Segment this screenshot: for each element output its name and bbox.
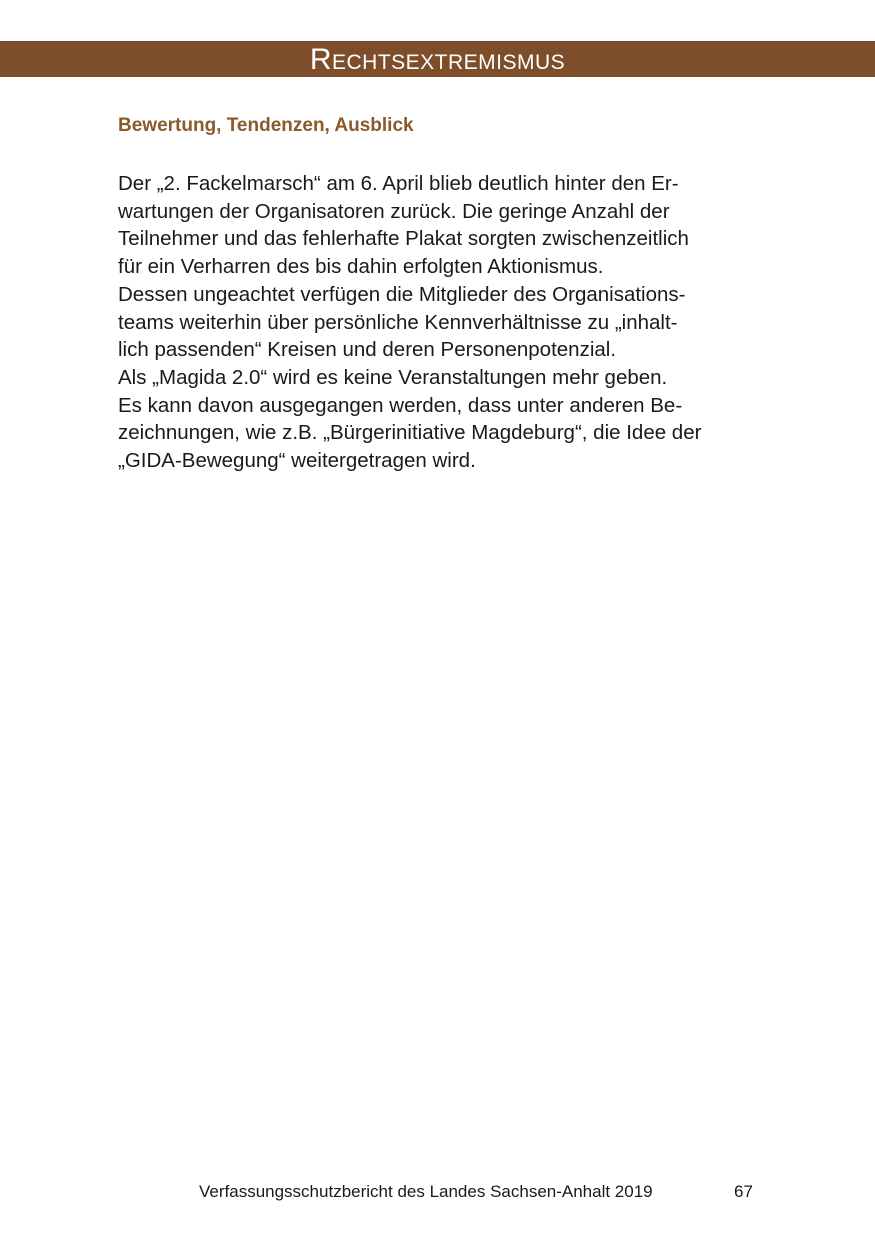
chapter-header-band xyxy=(0,41,875,77)
body-paragraph xyxy=(118,170,778,475)
footer-publication-title: Verfassungsschutzbericht des Landes Sachsen-Anhalt 2019 xyxy=(199,1182,653,1201)
body-line: für ein Verharren des bis dahin erfolgten Aktionismus. xyxy=(118,255,604,279)
body-line: „GIDA-Bewegung“ weitergetragen wird. xyxy=(118,449,476,473)
page-number: 67 xyxy=(734,1182,753,1201)
section-heading: Bewertung, Tendenzen, Ausblick xyxy=(118,115,414,136)
body-line: Teilnehmer und das fehlerhafte Plakat sorgten zwischenzeitlich xyxy=(118,227,689,251)
body-line: wartungen der Organisatoren zurück. Die geringe Anzahl der xyxy=(118,199,670,223)
body-line: teams weiterhin über persönliche Kennverhältnisse zu „inhalt- xyxy=(118,310,678,334)
body-line: lich passenden“ Kreisen und deren Personenpotenzial. xyxy=(118,338,617,362)
body-line: Es kann davon ausgegangen werden, dass unter anderen Be- xyxy=(118,393,683,417)
body-line: zeichnungen, wie z.B. „Bürgerinitiative Magdeburg“, die Idee der xyxy=(118,421,702,445)
body-line: Als „Magida 2.0“ wird es keine Veranstaltungen mehr geben. xyxy=(118,365,668,389)
body-line: Der „2. Fackelmarsch“ am 6. April blieb deutlich hinter den Er- xyxy=(118,172,679,195)
body-line: Dessen ungeachtet verfügen die Mitglieder des Organisations- xyxy=(118,282,686,306)
chapter-title: Rechtsextremismus xyxy=(309,43,566,76)
